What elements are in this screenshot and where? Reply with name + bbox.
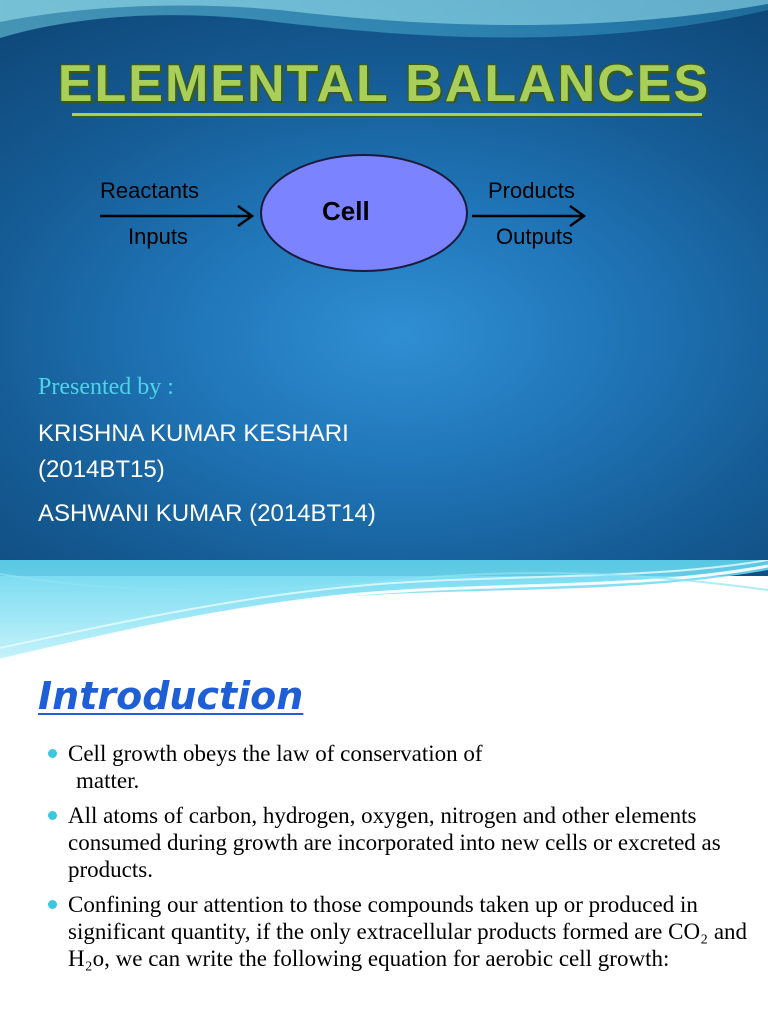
presenter-name-1: KRISHNA KUMAR KESHARI	[38, 420, 349, 447]
introduction-heading: Introduction	[38, 674, 304, 718]
outputs-label: Outputs	[496, 224, 574, 249]
bullet-item	[48, 891, 748, 972]
introduction-slide	[0, 660, 768, 1024]
presented-by-label: Presented by :	[38, 374, 174, 400]
bullet-text: All atoms of carbon, hydrogen, oxygen, nitrogen and other elements consumed during growth are incorporated into new cells or excreted as products.	[68, 803, 721, 882]
diagram-shapes	[0, 150, 768, 280]
bullet-icon	[48, 749, 57, 758]
bullet-list	[48, 740, 748, 980]
title-underline	[72, 113, 702, 116]
left-arrow	[100, 206, 252, 226]
cell-diagram	[0, 150, 768, 280]
presenter-id-1: (2014BT15)	[38, 456, 165, 483]
cell-label: Cell	[322, 196, 370, 226]
right-arrow	[472, 206, 584, 226]
bullet-item	[48, 802, 748, 883]
bullet-text: Cell growth obeys the law of conservation of	[68, 741, 483, 766]
slide-title: ELEMENTAL BALANCES	[57, 55, 711, 113]
bottom-wave-decoration	[0, 560, 768, 670]
inputs-label: Inputs	[128, 224, 188, 249]
bullet-icon	[48, 900, 57, 909]
bullet-text-continuation: matter.	[76, 768, 140, 793]
reactants-label: Reactants	[100, 178, 200, 203]
products-label: Products	[488, 178, 575, 203]
bullet-item	[48, 740, 748, 794]
bullet-text: Confining our attention to those compounds taken up or produced in significant quantity, if the only extracellular products formed are CO₂ and H₂o, we can write the following equation for aerobic cell growth:	[68, 892, 748, 971]
bullet-icon	[48, 811, 57, 820]
presenter-2: ASHWANI KUMAR (2014BT14)	[38, 500, 376, 527]
